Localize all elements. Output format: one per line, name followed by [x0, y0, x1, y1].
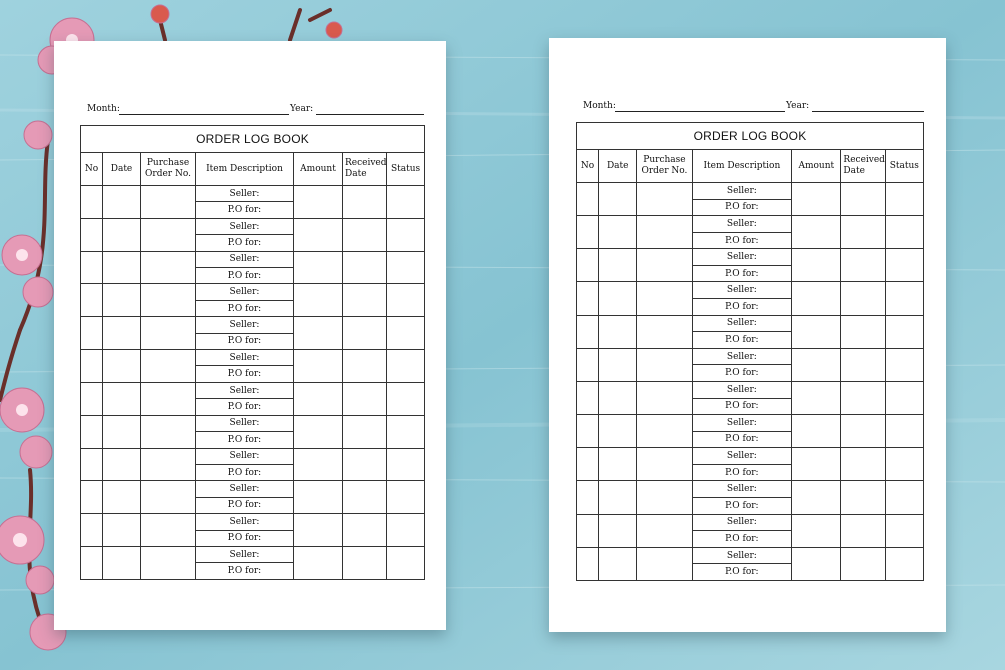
cell-purchase-order[interactable] [141, 186, 196, 219]
cell-no[interactable] [577, 415, 599, 448]
seller-label: Seller: [196, 317, 294, 333]
cell-no[interactable] [81, 415, 103, 448]
planner-page-left [54, 41, 446, 630]
cell-status[interactable] [387, 186, 425, 219]
cell-no[interactable] [81, 382, 103, 415]
cell-received-date[interactable] [841, 249, 885, 282]
month-blank [615, 111, 785, 112]
table-title: ORDER LOG BOOK [577, 123, 924, 150]
cell-no[interactable] [577, 381, 599, 414]
cell-received-date[interactable] [841, 514, 885, 547]
cell-purchase-order[interactable] [637, 348, 692, 381]
table-row [577, 381, 924, 398]
cell-amount[interactable] [294, 251, 343, 284]
table-row [81, 481, 425, 497]
cell-date[interactable] [103, 481, 141, 514]
po-label: P.O for: [692, 299, 792, 316]
cell-purchase-order[interactable] [637, 249, 692, 282]
cell-purchase-order[interactable] [637, 183, 692, 216]
cell-purchase-order[interactable] [141, 415, 196, 448]
cell-date[interactable] [103, 284, 141, 317]
cell-status[interactable] [387, 448, 425, 481]
seller-label: Seller: [196, 514, 294, 530]
col-status: Status [885, 150, 923, 183]
table-row [81, 415, 425, 431]
cell-received-date[interactable] [841, 282, 885, 315]
table-row [81, 546, 425, 562]
cell-no[interactable] [577, 315, 599, 348]
cell-status[interactable] [885, 448, 923, 481]
cell-date[interactable] [103, 317, 141, 350]
cell-status[interactable] [387, 350, 425, 383]
cell-status[interactable] [885, 547, 923, 580]
cell-date[interactable] [103, 186, 141, 219]
cell-no[interactable] [81, 251, 103, 284]
month-blank [119, 114, 289, 115]
po-label: P.O for: [196, 563, 294, 580]
cell-purchase-order[interactable] [141, 251, 196, 284]
cell-amount[interactable] [294, 514, 343, 547]
cell-amount[interactable] [792, 514, 841, 547]
seller-label: Seller: [692, 547, 792, 564]
cell-amount[interactable] [792, 481, 841, 514]
seller-label: Seller: [692, 348, 792, 365]
col-received-date: Received Date [841, 150, 885, 183]
table-row [577, 183, 924, 200]
cell-amount[interactable] [792, 282, 841, 315]
cell-no[interactable] [81, 481, 103, 514]
cell-amount[interactable] [294, 186, 343, 219]
cell-received-date[interactable] [841, 183, 885, 216]
cell-amount[interactable] [792, 183, 841, 216]
cell-purchase-order[interactable] [637, 216, 692, 249]
col-date: Date [599, 150, 637, 183]
cell-purchase-order[interactable] [141, 481, 196, 514]
cell-no[interactable] [81, 317, 103, 350]
cell-received-date[interactable] [841, 216, 885, 249]
cell-status[interactable] [885, 481, 923, 514]
table-row [577, 415, 924, 432]
seller-label: Seller: [196, 546, 294, 562]
po-label: P.O for: [196, 432, 294, 448]
cell-received-date[interactable] [841, 348, 885, 381]
cell-received-date[interactable] [343, 481, 387, 514]
cell-purchase-order[interactable] [141, 218, 196, 251]
table-row [577, 348, 924, 365]
po-label: P.O for: [692, 365, 792, 382]
table-row [81, 514, 425, 530]
cell-purchase-order[interactable] [141, 546, 196, 579]
table-row [81, 218, 425, 234]
cell-status[interactable] [387, 546, 425, 579]
cell-amount[interactable] [792, 216, 841, 249]
po-label: P.O for: [692, 464, 792, 481]
cell-received-date[interactable] [343, 218, 387, 251]
cell-no[interactable] [577, 282, 599, 315]
cell-status[interactable] [885, 282, 923, 315]
cell-date[interactable] [599, 547, 637, 580]
cell-status[interactable] [387, 514, 425, 547]
cell-purchase-order[interactable] [141, 284, 196, 317]
seller-label: Seller: [692, 249, 792, 266]
cell-no[interactable] [81, 350, 103, 383]
year-label: Year: [290, 104, 314, 114]
cell-no[interactable] [577, 216, 599, 249]
cell-purchase-order[interactable] [637, 481, 692, 514]
po-label: P.O for: [196, 530, 294, 546]
cell-status[interactable] [387, 382, 425, 415]
seller-label: Seller: [692, 315, 792, 332]
cell-status[interactable] [387, 317, 425, 350]
col-date: Date [103, 153, 141, 186]
cell-received-date[interactable] [343, 448, 387, 481]
col-amount: Amount [294, 153, 343, 186]
cell-date[interactable] [103, 251, 141, 284]
cell-amount[interactable] [294, 382, 343, 415]
cell-status[interactable] [885, 216, 923, 249]
table-row [577, 282, 924, 299]
cell-received-date[interactable] [841, 315, 885, 348]
cell-received-date[interactable] [841, 547, 885, 580]
column-header-row [577, 150, 924, 183]
cell-received-date[interactable] [343, 382, 387, 415]
cell-date[interactable] [599, 481, 637, 514]
cell-received-date[interactable] [841, 415, 885, 448]
table-row [81, 284, 425, 300]
cell-no[interactable] [577, 348, 599, 381]
seller-label: Seller: [692, 448, 792, 465]
table-row [577, 315, 924, 332]
cell-status[interactable] [885, 348, 923, 381]
table-row [81, 317, 425, 333]
cell-purchase-order[interactable] [141, 350, 196, 383]
po-label: P.O for: [692, 265, 792, 282]
cell-status[interactable] [885, 183, 923, 216]
month-label: Month: [87, 104, 120, 114]
cell-purchase-order[interactable] [637, 448, 692, 481]
table-row [81, 186, 425, 202]
seller-label: Seller: [196, 448, 294, 464]
po-label: P.O for: [692, 531, 792, 548]
cell-no[interactable] [577, 481, 599, 514]
cell-purchase-order[interactable] [141, 382, 196, 415]
seller-label: Seller: [692, 514, 792, 531]
po-label: P.O for: [692, 431, 792, 448]
table-row [577, 547, 924, 564]
cell-no[interactable] [81, 186, 103, 219]
cell-date[interactable] [599, 282, 637, 315]
col-purchase-order: Purchase Order No. [637, 150, 692, 183]
cell-date[interactable] [103, 415, 141, 448]
col-item-description: Item Description [692, 150, 792, 183]
po-label: P.O for: [196, 268, 294, 284]
po-label: P.O for: [692, 199, 792, 216]
cell-date[interactable] [599, 448, 637, 481]
cell-amount[interactable] [792, 448, 841, 481]
cell-date[interactable] [599, 315, 637, 348]
cell-amount[interactable] [294, 350, 343, 383]
cell-purchase-order[interactable] [141, 448, 196, 481]
cell-status[interactable] [387, 284, 425, 317]
table-row [577, 249, 924, 266]
cell-no[interactable] [577, 514, 599, 547]
po-label: P.O for: [692, 497, 792, 514]
order-log-table [80, 125, 425, 580]
cell-status[interactable] [885, 514, 923, 547]
cell-date[interactable] [103, 546, 141, 579]
seller-label: Seller: [692, 216, 792, 233]
cell-amount[interactable] [792, 381, 841, 414]
po-label: P.O for: [692, 564, 792, 581]
table-row [577, 514, 924, 531]
cell-received-date[interactable] [343, 514, 387, 547]
col-status: Status [387, 153, 425, 186]
cell-date[interactable] [103, 218, 141, 251]
cell-date[interactable] [599, 381, 637, 414]
cell-date[interactable] [103, 448, 141, 481]
cell-date[interactable] [599, 348, 637, 381]
cell-received-date[interactable] [343, 415, 387, 448]
seller-label: Seller: [196, 382, 294, 398]
table-row [81, 251, 425, 267]
cell-no[interactable] [81, 448, 103, 481]
column-header-row [81, 153, 425, 186]
cell-amount[interactable] [294, 415, 343, 448]
cell-status[interactable] [387, 415, 425, 448]
seller-label: Seller: [196, 284, 294, 300]
po-label: P.O for: [196, 300, 294, 316]
cell-no[interactable] [577, 448, 599, 481]
seller-label: Seller: [196, 481, 294, 497]
po-label: P.O for: [196, 366, 294, 382]
po-label: P.O for: [196, 497, 294, 513]
cell-no[interactable] [81, 284, 103, 317]
po-label: P.O for: [692, 398, 792, 415]
table-row [81, 350, 425, 366]
month-year-line [583, 101, 924, 115]
table-row [577, 481, 924, 498]
col-amount: Amount [792, 150, 841, 183]
cell-received-date[interactable] [343, 284, 387, 317]
month-label: Month: [583, 101, 616, 111]
seller-label: Seller: [692, 282, 792, 299]
cell-status[interactable] [885, 249, 923, 282]
cell-status[interactable] [387, 218, 425, 251]
cell-purchase-order[interactable] [141, 514, 196, 547]
cell-amount[interactable] [792, 249, 841, 282]
table-row [81, 382, 425, 398]
cell-received-date[interactable] [343, 546, 387, 579]
cell-date[interactable] [103, 350, 141, 383]
po-label: P.O for: [692, 332, 792, 349]
cell-amount[interactable] [294, 284, 343, 317]
col-no: No [577, 150, 599, 183]
cell-purchase-order[interactable] [637, 315, 692, 348]
cell-date[interactable] [599, 216, 637, 249]
cell-received-date[interactable] [841, 448, 885, 481]
cell-date[interactable] [103, 514, 141, 547]
cell-received-date[interactable] [841, 381, 885, 414]
year-label: Year: [786, 101, 810, 111]
cell-amount[interactable] [294, 317, 343, 350]
cell-amount[interactable] [294, 546, 343, 579]
cell-status[interactable] [885, 381, 923, 414]
cell-received-date[interactable] [343, 350, 387, 383]
cell-purchase-order[interactable] [637, 282, 692, 315]
cell-status[interactable] [885, 315, 923, 348]
cell-amount[interactable] [792, 315, 841, 348]
col-received-date: Received Date [343, 153, 387, 186]
col-item-description: Item Description [196, 153, 294, 186]
month-year-line [87, 104, 424, 118]
cell-received-date[interactable] [343, 317, 387, 350]
cell-date[interactable] [599, 183, 637, 216]
cell-amount[interactable] [294, 448, 343, 481]
cell-no[interactable] [81, 546, 103, 579]
cell-status[interactable] [387, 251, 425, 284]
po-label: P.O for: [196, 333, 294, 349]
year-blank [812, 111, 924, 112]
cell-date[interactable] [103, 382, 141, 415]
col-no: No [81, 153, 103, 186]
order-log-table [576, 122, 924, 581]
seller-label: Seller: [196, 186, 294, 202]
cell-amount[interactable] [792, 348, 841, 381]
table-row [577, 448, 924, 465]
cell-purchase-order[interactable] [637, 415, 692, 448]
cell-status[interactable] [885, 415, 923, 448]
seller-label: Seller: [692, 183, 792, 200]
year-blank [316, 114, 424, 115]
planner-page-right [549, 38, 946, 632]
po-label: P.O for: [196, 235, 294, 251]
seller-label: Seller: [692, 481, 792, 498]
cell-amount[interactable] [792, 547, 841, 580]
cell-date[interactable] [599, 249, 637, 282]
cell-status[interactable] [387, 481, 425, 514]
table-row [81, 448, 425, 464]
seller-label: Seller: [196, 251, 294, 267]
cell-no[interactable] [81, 218, 103, 251]
cell-received-date[interactable] [841, 481, 885, 514]
po-label: P.O for: [196, 202, 294, 218]
seller-label: Seller: [196, 415, 294, 431]
cell-date[interactable] [599, 514, 637, 547]
seller-label: Seller: [196, 218, 294, 234]
cell-date[interactable] [599, 415, 637, 448]
cell-purchase-order[interactable] [637, 514, 692, 547]
table-row [577, 216, 924, 233]
table-title: ORDER LOG BOOK [81, 126, 425, 153]
seller-label: Seller: [692, 415, 792, 432]
po-label: P.O for: [196, 464, 294, 480]
cell-received-date[interactable] [343, 186, 387, 219]
seller-label: Seller: [692, 381, 792, 398]
po-label: P.O for: [692, 232, 792, 249]
cell-no[interactable] [81, 514, 103, 547]
cell-received-date[interactable] [343, 251, 387, 284]
cell-no[interactable] [577, 547, 599, 580]
cell-amount[interactable] [294, 481, 343, 514]
cell-amount[interactable] [294, 218, 343, 251]
cell-purchase-order[interactable] [637, 381, 692, 414]
cell-no[interactable] [577, 249, 599, 282]
seller-label: Seller: [196, 350, 294, 366]
cell-no[interactable] [577, 183, 599, 216]
cell-amount[interactable] [792, 415, 841, 448]
col-purchase-order: Purchase Order No. [141, 153, 196, 186]
cell-purchase-order[interactable] [141, 317, 196, 350]
cell-purchase-order[interactable] [637, 547, 692, 580]
po-label: P.O for: [196, 399, 294, 415]
